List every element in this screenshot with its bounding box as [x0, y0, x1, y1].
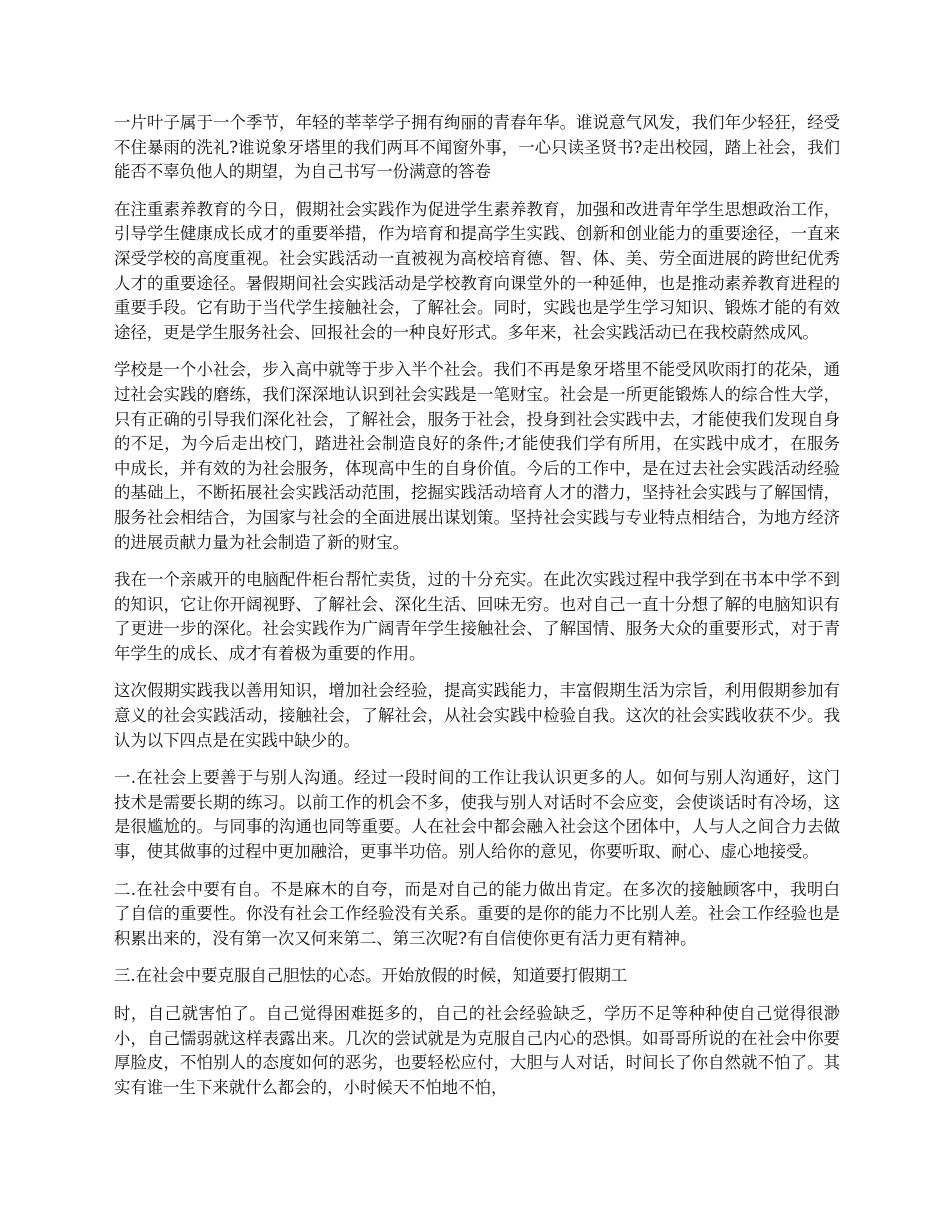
- paragraph-point-three: 三.在社会中要克服自己胆怯的心态。开始放假的时候，知道要打假期工: [114, 966, 628, 986]
- paragraph-quality-education: 在注重素养教育的今日，假期社会实践作为促进学生素养教育，加强和改进青年学生思想政治工作，引导学生健康成长成才的重要举措，作为培育和提高学生实践、创新和创业能力的重要途径，一直来深受学校的高度重视。社会实践活动一直被视为高校培育德、智、体、美、劳全面进展的跨世纪优秀人才的重要途径。暑假期间社会实践活动是学校教育向课堂外的一种延伸，也是推动素养教育进程的重要手段。它有助于当代学生接触社会，了解社会。同时，实践也是学生学习知识、锻炼才能的有效途径，更是学生服务社会、回报社会的一种良好形式。多年来，社会实践活动已在我校蔚然成风。: [114, 199, 840, 342]
- paragraph-intro: 一片叶子属于一个季节，年轻的莘莘学子拥有绚丽的青春年华。谁说意气风发，我们年少轻狂，经受不住暴雨的洗礼?谁说象牙塔里的我们两耳不闻窗外事，一心只读圣贤书?走出校园，踏上社会，我们能否不辜负他人的期望，为自己书写一份满意的答卷: [114, 113, 840, 182]
- paragraph-point-two: 二.在社会中要有自。不是麻木的自夸，而是对自己的能力做出肯定。在多次的接触顾客中，我明白了自信的重要性。你没有社会工作经验没有关系。重要的是你的能力不比别人差。社会工作经验也是积累出来的，没有第一次又何来第二、第三次呢?有自信使你更有活力更有精神。: [114, 879, 840, 948]
- paragraph-computer-counter: 我在一个亲戚开的电脑配件柜台帮忙卖货，过的十分充实。在此次实践过程中我学到在书本中学不到的知识，它让你开阔视野、了解社会、深化生活、回味无穷。也对自己一直十分想了解的电脑知识有了更进一步的深化。社会实践作为广阔青年学生接触社会、了解国情、服务大众的重要形式，对于青年学生的成长、成才有着极为重要的作用。: [114, 570, 840, 663]
- paragraph-vacation-practice: 这次假期实践我以善用知识，增加社会经验，提高实践能力，丰富假期生活为宗旨，利用假期参加有意义的社会实践活动，接触社会，了解社会，从社会实践中检验自我。这次的社会实践收获不少。我认为以下四点是在实践中缺少的。: [114, 681, 840, 750]
- paragraph-continuation: 时，自己就害怕了。自己觉得困难挺多的，自己的社会经验缺乏，学历不足等种种使自己觉得很渺小，自己懦弱就这样表露出来。几次的尝试就是为克服自己内心的恐惧。如哥哥所说的在社会中你要厚脸皮，不怕别人的态度如何的恶劣，也要轻松应付，大胆与人对话，时间长了你自然就不怕了。其实有谁一生下来就什么都会的，小时候天不怕地不怕，: [114, 1004, 840, 1097]
- document-page: [114, 111, 840, 1113]
- paragraph-school-society: 学校是一个小社会，步入高中就等于步入半个社会。我们不再是象牙塔里不能受风吹雨打的花朵，通过社会实践的磨练，我们深深地认识到社会实践是一笔财宝。社会是一所更能锻炼人的综合性大学，只有正确的引导我们深化社会，了解社会，服务于社会，投身到社会实践中去，才能使我们发现自身的不足，为今后走出校门，踏进社会制造良好的条件;才能使我们学有所用，在实践中成才，在服务中成长，并有效的为社会服务，体现高中生的自身价值。今后的工作中，是在过去社会实践活动经验的基础上，不断拓展社会实践活动范围，挖掘实践活动培育人才的潜力，坚持社会实践与了解国情，服务社会相结合，为国家与社会的全面进展出谋划策。坚持社会实践与专业特点相结合，为地方经济的进展贡献力量为社会制造了新的财宝。: [114, 360, 840, 552]
- paragraph-point-one: 一.在社会上要善于与别人沟通。经过一段时间的工作让我认识更多的人。如何与别人沟通好，这门技术是需要长期的练习。以前工作的机会不多，使我与别人对话时不会应变，会使谈话时有冷场，这是很尴尬的。与同事的沟通也同等重要。人在社会中都会融入社会这个团体中，人与人之间合力去做事，使其做事的过程中更加融洽，更事半功倍。别人给你的意见，你要听取、耐心、虚心地接受。: [114, 768, 840, 862]
